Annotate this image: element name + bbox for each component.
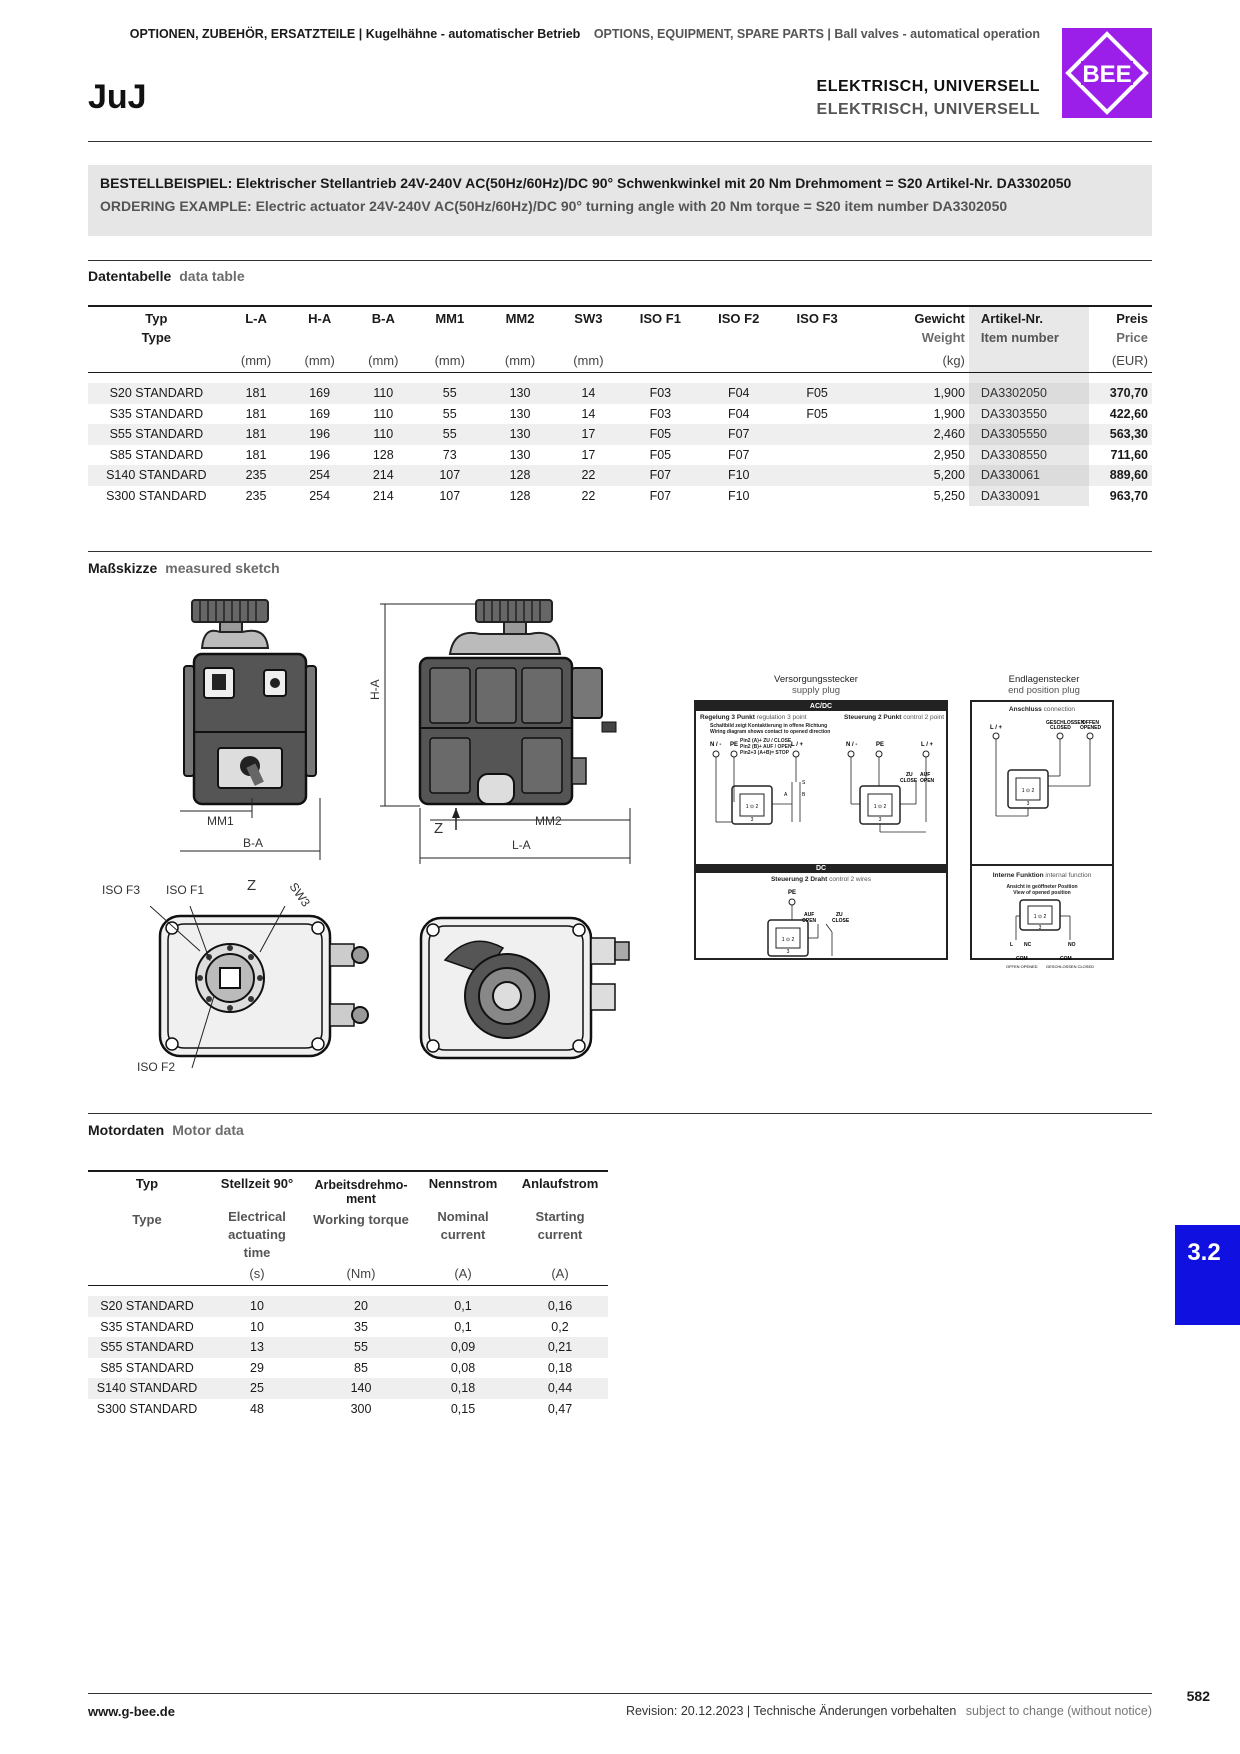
- table-row: [88, 486, 1152, 507]
- order-example-en: ORDERING EXAMPLE: Electric actuator 24V-240V AC(50Hz/60Hz)/DC 90° turning angle with 20 Nm torque = S20 item number DA3302050: [100, 198, 1008, 214]
- mcol-nenn-en: Nominal current: [437, 1209, 489, 1242]
- cell-mm1: 55: [415, 424, 485, 445]
- svg-text:NO: NO: [1068, 942, 1076, 948]
- motor-cell-starting: 0,21: [512, 1337, 608, 1358]
- cell-item: DA330091: [969, 486, 1089, 507]
- svg-text:AUF: AUF: [804, 912, 815, 918]
- svg-text:NC: NC: [1024, 942, 1032, 948]
- motor-cell-nominal: 0,1: [454, 1319, 472, 1334]
- svg-text:PE: PE: [730, 742, 739, 748]
- motor-cell-time: 13: [206, 1337, 308, 1358]
- cell-type: S300 STANDARD: [106, 488, 207, 503]
- cell-type: S85 STANDARD: [109, 447, 204, 462]
- mcol-typ: Typ: [88, 1171, 206, 1208]
- sketch-title: [88, 560, 280, 576]
- cell-ha: 254: [309, 488, 331, 503]
- order-example-box: [88, 165, 1152, 236]
- cell-f2: F07: [727, 447, 750, 462]
- cell-la: 235: [245, 488, 267, 503]
- label-sw3: SW3: [286, 880, 313, 910]
- actuator-top-view: [415, 912, 635, 1072]
- col-typ: Typ Type: [88, 306, 225, 349]
- actuator-side-view: [370, 598, 640, 868]
- svg-text:S: S: [802, 780, 806, 786]
- cell-price: 889,60: [1089, 465, 1152, 486]
- cell-item: DA3308550: [969, 445, 1089, 466]
- motor-cell-torque: 85: [354, 1360, 368, 1375]
- mcol-stellzeit: Stellzeit 90°: [206, 1171, 308, 1208]
- munit-a2: (A): [512, 1262, 608, 1286]
- cell-price: 563,30: [1089, 424, 1152, 445]
- label-mm1: MM1: [207, 814, 234, 828]
- cell-mm2: 128: [485, 465, 555, 486]
- motor-cell-type: S35 STANDARD: [100, 1319, 194, 1334]
- cell-mm2: 128: [509, 488, 531, 503]
- cell-ba: 110: [352, 424, 415, 445]
- footer-revision-en: subject to change (without notice): [965, 1704, 1152, 1718]
- cell-type: S20 STANDARD: [88, 383, 225, 404]
- motor-cell-time: 48: [250, 1401, 264, 1416]
- cell-ha: 254: [287, 465, 352, 486]
- cell-f3: F05: [806, 406, 828, 421]
- endpos-divider: [972, 864, 1112, 866]
- motor-cell-time: 10: [206, 1296, 308, 1317]
- svg-text:CLOSE: CLOSE: [900, 778, 918, 784]
- bee-logo-icon: [1062, 28, 1152, 118]
- cell-weight: 2,460: [856, 424, 969, 445]
- cell-mm2: 130: [509, 447, 531, 462]
- svg-text:L / +: L / +: [990, 725, 1003, 731]
- unit-sw3: (mm): [555, 349, 621, 373]
- motor-divider: [88, 1113, 1152, 1114]
- cell-ha: 196: [287, 424, 352, 445]
- unit-mm2: (mm): [485, 349, 555, 373]
- label-z: Z: [434, 820, 444, 837]
- cell-ba: 110: [373, 406, 394, 421]
- label-isof3: ISO F3: [102, 883, 141, 897]
- motor-cell-torque: 35: [354, 1319, 368, 1334]
- cell-item: DA3302050: [969, 383, 1089, 404]
- svg-text:L: L: [1010, 942, 1014, 948]
- supply-plug-box: [694, 700, 948, 960]
- motor-cell-type: S55 STANDARD: [88, 1337, 206, 1358]
- cell-f2: F07: [699, 424, 778, 445]
- st2p-title: Steuerung 2 Punkt control 2 point: [844, 714, 945, 721]
- munit-s: (s): [206, 1262, 308, 1286]
- motor-row: [88, 1378, 608, 1399]
- mcol-anlauf-en: Starting current: [535, 1209, 585, 1242]
- cell-la: 181: [225, 383, 288, 404]
- cell-sw3: 14: [581, 406, 596, 421]
- endpos-plug-title: Endlagenstecker end position plug: [1008, 674, 1080, 696]
- endpos-wiring: [972, 716, 1112, 836]
- col-weight: Gewicht Weight: [856, 306, 969, 349]
- motor-cell-nominal: 0,08: [450, 1360, 476, 1375]
- label-mm2: MM2: [535, 814, 562, 828]
- acdc-bar: AC/DC: [696, 702, 946, 711]
- cell-item: DA3303550: [969, 404, 1089, 425]
- cell-f2: F04: [699, 383, 778, 404]
- motor-cell-time: 29: [250, 1360, 264, 1375]
- motor-row: [88, 1399, 608, 1420]
- svg-text:PE: PE: [876, 742, 885, 748]
- cell-f2: F10: [727, 488, 750, 503]
- cell-f1: F05: [649, 447, 672, 462]
- cell-ba: 110: [352, 383, 415, 404]
- cell-f3: [778, 465, 855, 486]
- chapter-tab[interactable]: [1175, 1225, 1240, 1325]
- cell-price: 422,60: [1109, 406, 1148, 421]
- cell-f1: F07: [649, 488, 672, 503]
- motor-cell-nominal: 0,18: [414, 1378, 512, 1399]
- header-subtitle-de: ELEKTRISCH, UNIVERSELL: [816, 78, 1040, 95]
- cell-ha: 169: [309, 406, 331, 421]
- motor-cell-torque: 140: [308, 1378, 414, 1399]
- motor-cell-type: S20 STANDARD: [88, 1296, 206, 1317]
- cell-weight: 2,950: [933, 447, 965, 462]
- unit-la: (mm): [225, 349, 288, 373]
- reg3-title: Regelung 3 Punkt regulation 3 point: [700, 714, 807, 721]
- label-la: L-A: [512, 838, 531, 852]
- svg-text:B: B: [802, 792, 806, 798]
- cell-sw3: 14: [555, 383, 621, 404]
- svg-text:CLOSE: CLOSE: [832, 918, 850, 924]
- cell-item: DA3305550: [969, 424, 1089, 445]
- munit-nm: (Nm): [308, 1262, 414, 1286]
- svg-text:1 ⊙ 2: 1 ⊙ 2: [745, 804, 759, 810]
- svg-text:OPEN: OPEN: [920, 778, 935, 784]
- cell-ba: 128: [372, 447, 394, 462]
- datatable-title-en: data table: [179, 268, 245, 284]
- motor-cell-type: S300 STANDARD: [96, 1401, 198, 1416]
- col-mm2: MM2: [485, 306, 555, 349]
- motor-cell-starting: 0,2: [551, 1319, 569, 1334]
- cell-price: 370,70: [1089, 383, 1152, 404]
- mcol-nenn: Nennstrom: [414, 1171, 512, 1208]
- svg-text:L / +: L / +: [921, 742, 934, 748]
- label-ha: H-A: [368, 679, 382, 700]
- cell-mm1: 107: [415, 465, 485, 486]
- header-category-de: OPTIONEN, ZUBEHÖR, ERSATZTEILE | Kugelhähne - automatischer Betrieb: [129, 27, 581, 41]
- motor-table: [88, 1170, 608, 1419]
- svg-text:OFFEN: OFFEN: [1082, 720, 1099, 726]
- reg3-pins: Pin2 (A)+ ZU / CLOSE Pin2 (B)+ AUF / OPEN Pin2+3 (A+B)= STOP: [740, 738, 792, 756]
- unit-weight: (kg): [856, 349, 969, 373]
- svg-text:1 ⊙ 2: 1 ⊙ 2: [1033, 914, 1047, 920]
- mcol-type-en: Type: [132, 1212, 162, 1227]
- svg-text:N / -: N / -: [710, 742, 722, 748]
- cell-type: S140 STANDARD: [88, 465, 225, 486]
- footer-divider: [88, 1693, 1152, 1694]
- wiring-diagrams: [694, 670, 1114, 970]
- table-row: [88, 445, 1152, 466]
- motor-title: [88, 1122, 244, 1138]
- order-example-de: BESTELLBEISPIEL: Elektrischer Stellantrieb 24V-240V AC(50Hz/60Hz)/DC 90° Schwenkwinkel mit 20 Nm Drehmoment = S20 Artikel-Nr. DA3302050: [100, 175, 1072, 191]
- cell-la: 181: [225, 424, 288, 445]
- cell-mm1: 107: [439, 488, 461, 503]
- data-table: [88, 305, 1152, 506]
- munit-a1: (A): [414, 1262, 512, 1286]
- svg-text:OPEN: OPEN: [802, 918, 817, 924]
- header-divider: [88, 141, 1152, 142]
- cell-f3: [778, 445, 855, 466]
- col-ba: B-A: [352, 306, 415, 349]
- mcol-anlauf: Anlaufstrom: [512, 1171, 608, 1208]
- svg-text:3: 3: [878, 817, 882, 823]
- svg-text:CLOSED: CLOSED: [1050, 725, 1071, 731]
- svg-text:N / -: N / -: [846, 742, 858, 748]
- col-isof3: ISO F3: [778, 306, 855, 349]
- motor-cell-starting: 0,16: [512, 1296, 608, 1317]
- col-isof2: ISO F2: [699, 306, 778, 349]
- motor-cell-starting: 0,44: [512, 1378, 608, 1399]
- cell-la: 181: [245, 406, 267, 421]
- cell-ha: 196: [309, 447, 331, 462]
- cell-weight: 5,200: [856, 465, 969, 486]
- col-ha: H-A: [287, 306, 352, 349]
- col-item: Artikel-Nr. Item number: [969, 306, 1089, 349]
- cell-sw3: 22: [555, 465, 621, 486]
- datatable-divider: [88, 260, 1152, 261]
- svg-text:COM: COM: [1016, 956, 1028, 962]
- cell-sw3: 17: [555, 424, 621, 445]
- footer-revision-de: Revision: 20.12.2023 | Technische Änderungen vorbehalten: [625, 1704, 957, 1718]
- label-isof1: ISO F1: [166, 883, 205, 897]
- reg3-note: Schaltbild zeigt Kontaktierung in offene Richtung Wiring diagram shows contact to opened direction: [710, 723, 831, 735]
- svg-text:3: 3: [1026, 801, 1030, 807]
- supply-plug-title: Versorgungsstecker supply plug: [774, 674, 858, 696]
- cell-f2: F04: [727, 406, 750, 421]
- mcol-arbeits-en: Working torque: [313, 1212, 409, 1227]
- mcol-stellzeit-en: Electrical actuating time: [228, 1209, 286, 1260]
- label-ba: B-A: [243, 836, 264, 850]
- unit-mm1: (mm): [415, 349, 485, 373]
- cell-f1: F05: [622, 424, 699, 445]
- col-price: Preis Price: [1089, 306, 1152, 349]
- actuator-front-view: [180, 598, 340, 868]
- table-row: [88, 404, 1152, 425]
- motor-cell-torque: 20: [308, 1296, 414, 1317]
- motor-cell-nominal: 0,1: [414, 1296, 512, 1317]
- intern-wiring: [972, 896, 1112, 976]
- svg-text:3: 3: [1038, 925, 1042, 931]
- cell-type: S35 STANDARD: [109, 406, 204, 421]
- unit-ba: (mm): [352, 349, 415, 373]
- st2d-title: Steuerung 2 Draht control 2 wires: [770, 876, 872, 883]
- cell-f1: F07: [622, 465, 699, 486]
- datatable-title: [88, 268, 245, 284]
- datatable-title-de: Datentabelle: [88, 268, 172, 284]
- brand-logo: [1062, 28, 1152, 118]
- intern-title: Interne Funktion internal function: [992, 872, 1092, 879]
- cell-f3: [778, 424, 855, 445]
- cell-mm2: 130: [485, 383, 555, 404]
- cell-la: 235: [225, 465, 288, 486]
- motor-row: [88, 1317, 608, 1338]
- cell-f1: F03: [622, 383, 699, 404]
- sketch-title-en: measured sketch: [165, 560, 280, 576]
- svg-text:L / +: L / +: [791, 742, 804, 748]
- cell-price: 711,60: [1110, 447, 1148, 462]
- table-row: [88, 383, 1152, 404]
- col-sw3: SW3: [555, 306, 621, 349]
- page-number: 582: [1186, 1688, 1210, 1704]
- svg-text:GESCHLOSSEN CLOSED: GESCHLOSSEN CLOSED: [1046, 964, 1095, 969]
- cell-f3: [778, 486, 855, 507]
- col-isof1: ISO F1: [622, 306, 699, 349]
- cell-mm2: 130: [509, 406, 531, 421]
- dc-bar: DC: [696, 864, 946, 873]
- cell-weight: 1,900: [856, 383, 969, 404]
- motor-row: [88, 1337, 608, 1358]
- label-z2: Z: [247, 877, 257, 894]
- svg-text:1 ⊙ 2: 1 ⊙ 2: [873, 804, 887, 810]
- cell-ha: 169: [287, 383, 352, 404]
- motor-cell-nominal: 0,09: [414, 1337, 512, 1358]
- anschluss-title: Anschluss connection: [1008, 706, 1076, 713]
- acdc-wiring: [696, 732, 946, 857]
- dc-wiring: [696, 880, 946, 960]
- svg-text:AUF: AUF: [920, 772, 931, 778]
- svg-text:ZU: ZU: [836, 912, 843, 918]
- cell-f1: F03: [649, 406, 672, 421]
- motor-cell-nominal: 0,15: [450, 1401, 476, 1416]
- svg-text:BEE: BEE: [1082, 61, 1132, 88]
- cell-ba: 214: [372, 488, 394, 503]
- motor-cell-type: S140 STANDARD: [88, 1378, 206, 1399]
- actuator-bottom-view: [150, 906, 380, 1076]
- cell-mm1: 55: [415, 383, 485, 404]
- cell-mm2: 130: [485, 424, 555, 445]
- unit-price: (EUR): [1089, 349, 1152, 373]
- svg-text:COM: COM: [1060, 956, 1072, 962]
- cell-ba: 214: [352, 465, 415, 486]
- svg-text:1 ⊙ 2: 1 ⊙ 2: [781, 937, 795, 943]
- motor-title-en: Motor data: [172, 1122, 244, 1138]
- cell-f3: F05: [778, 383, 855, 404]
- footer-url[interactable]: www.g-bee.de: [88, 1704, 175, 1719]
- svg-text:PE: PE: [788, 890, 797, 896]
- cell-f2: F10: [699, 465, 778, 486]
- cell-item: DA330061: [969, 465, 1089, 486]
- header-category: [88, 27, 1040, 41]
- col-la: L-A: [225, 306, 288, 349]
- cell-sw3: 22: [581, 488, 596, 503]
- motor-cell-starting: 0,18: [547, 1360, 573, 1375]
- cell-weight: 5,250: [933, 488, 965, 503]
- cell-price: 963,70: [1109, 488, 1148, 503]
- motor-cell-time: 25: [206, 1378, 308, 1399]
- svg-text:GESCHLOSSEN: GESCHLOSSEN: [1046, 720, 1085, 726]
- header-subtitle-en: ELEKTRISCH, UNIVERSELL: [816, 101, 1040, 118]
- svg-text:A: A: [784, 792, 788, 798]
- svg-text:3: 3: [750, 817, 754, 823]
- mcol-arbeits: Arbeitsdrehmo-ment: [308, 1171, 414, 1208]
- cell-weight: 1,900: [933, 406, 965, 421]
- label-isof2: ISO F2: [137, 1060, 176, 1074]
- motor-row: [88, 1358, 608, 1379]
- cell-mm1: 73: [442, 447, 457, 462]
- intern-view: Ansicht in geöffneter Position View of opened position: [1006, 884, 1078, 896]
- svg-text:OFFEN OPENED: OFFEN OPENED: [1006, 964, 1038, 969]
- cell-mm1: 55: [442, 406, 457, 421]
- svg-text:1 ⊙ 2: 1 ⊙ 2: [1021, 788, 1035, 794]
- motor-cell-time: 10: [250, 1319, 264, 1334]
- motor-cell-torque: 55: [308, 1337, 414, 1358]
- motor-cell-torque: 300: [350, 1401, 372, 1416]
- table-row: [88, 424, 1152, 445]
- motor-row: [88, 1296, 608, 1317]
- motor-cell-starting: 0,47: [547, 1401, 573, 1416]
- svg-text:OPENED: OPENED: [1080, 725, 1102, 731]
- motor-cell-type: S85 STANDARD: [100, 1360, 194, 1375]
- footer-revision: [560, 1704, 1152, 1718]
- svg-text:ZU: ZU: [906, 772, 913, 778]
- cell-la: 181: [245, 447, 267, 462]
- header-category-en: OPTIONS, EQUIPMENT, SPARE PARTS | Ball valves - automatical operation: [593, 27, 1040, 41]
- endpos-plug-box: [970, 700, 1114, 969]
- chapter-tab-label: 3.2: [1187, 1239, 1221, 1266]
- cell-type: S55 STANDARD: [88, 424, 225, 445]
- sketch-title-de: Maßskizze: [88, 560, 158, 576]
- product-title: JuJ: [88, 78, 147, 116]
- sketch-divider: [88, 551, 1152, 552]
- unit-ha: (mm): [287, 349, 352, 373]
- cell-sw3: 17: [581, 447, 596, 462]
- table-row: [88, 465, 1152, 486]
- col-mm1: MM1: [415, 306, 485, 349]
- svg-text:3: 3: [786, 949, 790, 955]
- motor-title-de: Motordaten: [88, 1122, 165, 1138]
